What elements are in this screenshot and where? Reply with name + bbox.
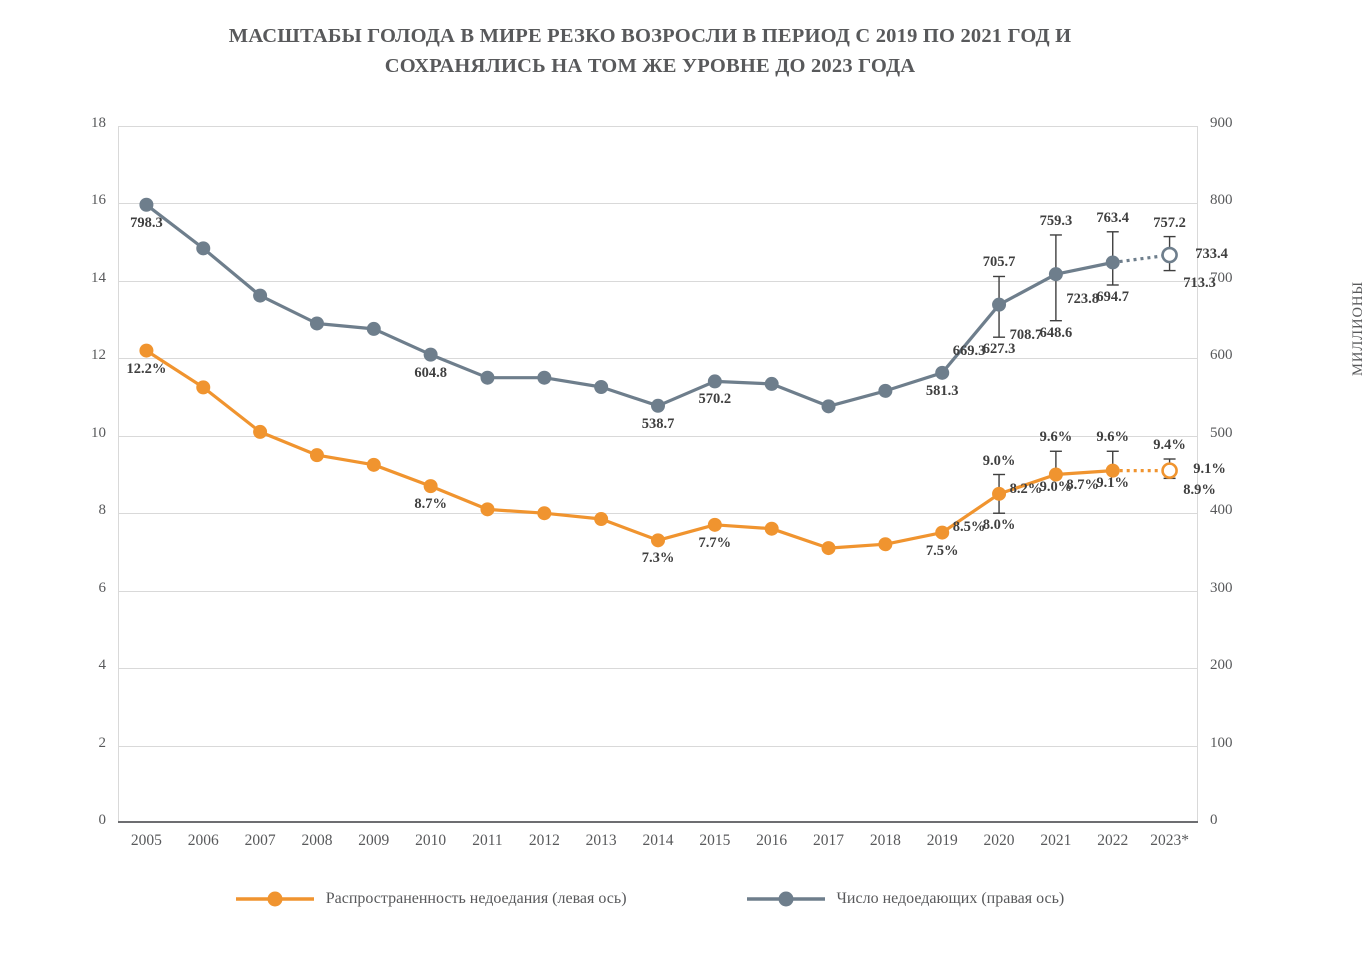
legend-symbol-line (236, 890, 314, 908)
series-point-projected (1163, 248, 1177, 262)
x-axis-tick: 2009 (358, 832, 390, 849)
series-point (651, 399, 665, 413)
data-label: 12.2% (126, 360, 167, 377)
data-label: 604.8 (414, 364, 447, 381)
y-axis-tick-right: 200 (1210, 657, 1233, 674)
range-upper-label: 9.4% (1153, 437, 1186, 453)
legend-label: Число недоедающих (правая ось) (836, 890, 1065, 907)
legend-item-number (747, 890, 1065, 908)
legend-symbol-line (747, 890, 825, 908)
data-label: 8.7% (1066, 476, 1100, 493)
series-point (878, 384, 892, 398)
series-point-projected (1163, 464, 1177, 478)
range-upper-label: 763.4 (1096, 209, 1130, 226)
data-label: 798.3 (130, 214, 163, 231)
x-axis-tick: 2019 (926, 832, 958, 849)
data-label: 8.5% (952, 519, 986, 536)
range-lower-label: 9.1% (1096, 474, 1130, 491)
range-mid-label: 9.1% (1193, 460, 1226, 477)
y-axis-tick-left: 12 (91, 347, 106, 364)
range-upper-label: 759.3 (1039, 212, 1073, 229)
x-axis-tick: 2016 (756, 832, 788, 849)
y-axis-tick-right: 400 (1210, 502, 1233, 519)
x-axis-tick: 2018 (869, 832, 901, 849)
series-point (708, 374, 722, 388)
series-point (708, 518, 722, 532)
y-axis-tick-left: 10 (91, 424, 106, 441)
plot-area (91, 115, 1233, 849)
series-point (537, 371, 551, 385)
data-label: 7.3% (641, 550, 675, 567)
series-point (253, 425, 267, 439)
range-lower-label: 8.9% (1183, 482, 1216, 499)
x-axis-tick: 2010 (415, 832, 447, 849)
series-point (822, 541, 836, 555)
y-axis-tick-left: 6 (98, 579, 106, 596)
range-lower-label: 8.0% (982, 517, 1016, 534)
series-point (253, 289, 267, 303)
series-point (765, 522, 779, 536)
right-axis-title: МИЛЛИОНЫ (1349, 280, 1366, 377)
x-axis-tick: 2023* (1150, 832, 1189, 849)
series-point (992, 487, 1006, 501)
y-axis-tick-left: 14 (91, 269, 106, 286)
y-axis-tick-right: 100 (1210, 734, 1233, 751)
range-upper-label: 9.6% (1039, 429, 1073, 446)
range-lower-label: 648.6 (1039, 324, 1073, 341)
series-point (310, 316, 324, 330)
series-point (537, 506, 551, 520)
x-axis-tick: 2017 (813, 832, 845, 849)
legend-item-prevalence (236, 890, 627, 908)
series-point (878, 537, 892, 551)
series-point (765, 377, 779, 391)
data-label: 669.3 (952, 343, 986, 360)
y-axis-tick-left: 2 (98, 734, 106, 751)
series-point (310, 448, 324, 462)
series-point (480, 502, 494, 516)
x-axis-tick: 2008 (301, 832, 333, 849)
series-point (594, 380, 608, 394)
series-point (1049, 267, 1063, 281)
series-point (480, 371, 494, 385)
y-axis-tick-right: 700 (1210, 269, 1233, 286)
legend-label: Распространенность недоедания (левая ось) (325, 890, 627, 907)
y-axis-tick-right: 800 (1210, 192, 1233, 209)
range-lower-label: 627.3 (982, 341, 1016, 358)
series-point (139, 198, 153, 212)
series-point (196, 380, 210, 394)
y-axis-tick-left: 4 (98, 657, 106, 674)
series-point (594, 512, 608, 526)
x-axis-tick: 2022 (1097, 832, 1129, 849)
series-point (1106, 255, 1120, 269)
series-point (822, 399, 836, 413)
y-axis-tick-right: 300 (1210, 579, 1233, 596)
range-lower-label: 713.3 (1183, 274, 1216, 291)
series-point (935, 366, 949, 380)
series-point (424, 479, 438, 493)
range-upper-label: 9.6% (1096, 429, 1130, 446)
range-upper-label: 705.7 (982, 254, 1016, 271)
x-axis-tick: 2012 (528, 832, 560, 849)
range-upper-label: 9.0% (982, 452, 1016, 469)
x-axis-tick: 2021 (1040, 832, 1072, 849)
y-axis-tick-left: 8 (98, 502, 106, 519)
y-axis-tick-right: 600 (1210, 347, 1233, 364)
x-axis-tick: 2005 (130, 832, 162, 849)
legend (0, 890, 1300, 908)
data-label: 538.7 (641, 415, 675, 432)
y-axis-tick-right: 500 (1210, 424, 1233, 441)
range-lower-label: 9.0% (1039, 478, 1073, 495)
x-axis-tick: 2006 (187, 832, 219, 849)
x-axis-tick: 2007 (244, 832, 276, 849)
series-point (139, 344, 153, 358)
data-label: 7.7% (698, 534, 732, 551)
series-point (367, 458, 381, 472)
series-canvas (118, 126, 1198, 823)
data-label: 723.8 (1066, 290, 1100, 307)
range-upper-label: 757.2 (1153, 214, 1186, 231)
data-label: 7.5% (925, 542, 959, 559)
data-label: 570.2 (698, 391, 732, 408)
page-title: МАСШТАБЫ ГОЛОДА В МИРЕ РЕЗКО ВОЗРОСЛИ В ПЕРИОД С 2019 ПО 2021 ГОД И СОХРАНЯЛИСЬ НА ТОМ ЖЕ УРОВНЕ ДО 2023 ГОДА (228, 25, 1072, 77)
x-axis-tick: 2013 (585, 832, 617, 849)
y-axis-tick-left: 18 (91, 115, 106, 131)
y-axis-tick-left: 0 (98, 812, 106, 828)
series-point (992, 298, 1006, 312)
series-point (424, 348, 438, 362)
data-label: 708.7 (1009, 326, 1043, 343)
series-projection-line (1113, 255, 1170, 263)
range-lower-label: 694.7 (1096, 288, 1130, 305)
x-axis-tick: 2015 (699, 832, 731, 849)
data-label: 733.4 (1195, 246, 1228, 263)
series-line (146, 205, 1112, 406)
series-point (935, 526, 949, 540)
x-axis-tick: 2011 (472, 832, 503, 849)
y-axis-tick-right: 0 (1210, 812, 1218, 828)
series-point (367, 322, 381, 336)
y-axis-tick-left: 16 (91, 192, 106, 209)
y-axis-tick-right: 900 (1210, 115, 1233, 131)
data-label: 8.7% (414, 496, 447, 513)
x-axis-tick: 2020 (983, 832, 1015, 849)
data-label: 8.2% (1009, 480, 1043, 497)
data-label: 581.3 (925, 382, 959, 399)
series-point (651, 533, 665, 547)
series-point (196, 241, 210, 255)
x-axis-tick: 2014 (642, 832, 674, 849)
